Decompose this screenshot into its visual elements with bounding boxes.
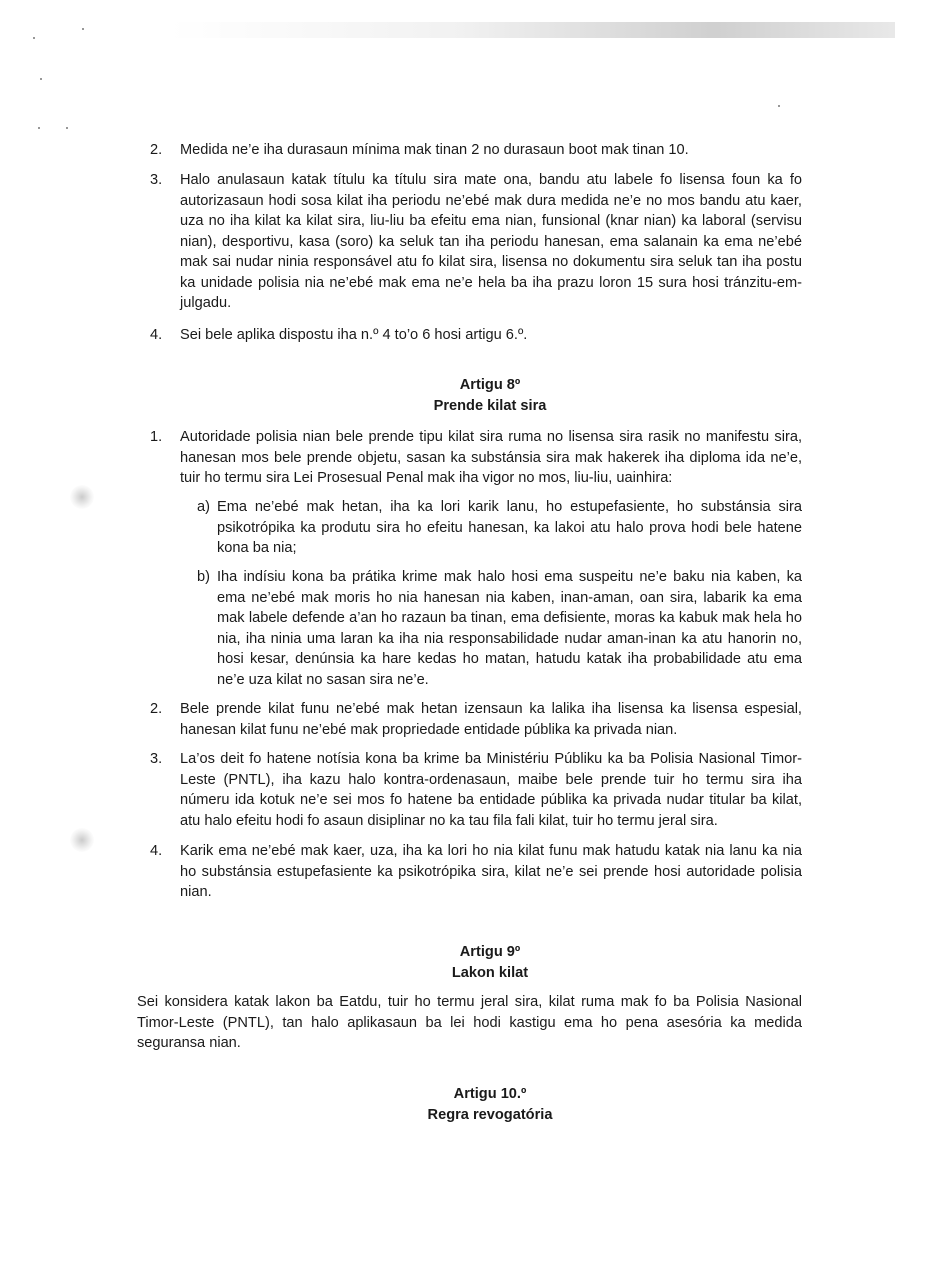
sub-item-text: Iha indísiu kona ba prátika krime mak halo hosi ema suspeitu ne’e baku nia kaben, ka ema ne’ebé mak moris ho nia hanesan nia kaben, inan-aman, oan sira, labarik ka ema mak labele defende a’an ho razaun ba tinan, ema defisiente, moras ka kabuk mak hela ho nia, iha ninia uma laran ka iha nia responsabilidade nudar aman-inan ka atu hanorin no, hosi kesar, denúnsia ka hare kedas ho matan, hatudu katak iha probabilidade atu ema ne’e uza kilat no sasan sira ne’e. <box>217 569 802 688</box>
list-item <box>150 427 802 489</box>
item-text: Medida ne’e iha durasaun mínima mak tinan 2 no durasaun boot mak tinan 10. <box>180 142 689 158</box>
list-item <box>150 841 802 903</box>
article-title: Artigu 9º <box>459 944 521 960</box>
item-text: Halo anulasaun katak títulu ka títulu sira mate ona, bandu atu labele fo lisensa foun ka fo autorizasaun hodi sosa kilat iha periodu ne’ebé mak dura medida ne’e no mos bandu atu kaer, uza no iha kilat ka kilat sira, liu-liu ba efeitu ema nian, funsional (knar nian) ka laboral (servisu nian), desportivu, kasa (soro) ka seluk tan iha periodu hanesan, ema salanain ka ema ne’ebé mak sai nudar ninia responsável atu fo kilat sira, lisensa no dokumentu sira seluk tan iha postu ka unidade polisia nia ne’ebé mak ema ne’e hela ba iha prazu loron 15 sura hosi tránzitu-em-julgadu. <box>180 172 802 311</box>
item-number: 2. <box>150 142 163 158</box>
item-text: Bele prende kilat funu ne’ebé mak hetan izensaun ka lalika iha lisensa ka lisensa espesial, hanesan kilat funu ne’ebé mak propriedade entidade públika ka privada nian. <box>180 701 802 738</box>
item-text: Karik ema ne’ebé mak kaer, uza, iha ka lori ho nia kilat funu mak hatudu katak nia lanu ka nia ho substánsia estupefasiente ka psikotrópika sira, kilat ne’e sei prende hosi autoridade polisia nian. <box>180 843 802 900</box>
article-title: Artigu 8º <box>459 377 521 393</box>
article-subtitle: Prende kilat sira <box>433 398 547 414</box>
scan-speck <box>778 105 780 107</box>
scan-speck <box>66 127 68 129</box>
list-item <box>150 749 802 831</box>
scan-speck <box>82 28 84 30</box>
list-item <box>150 140 802 161</box>
article-title: Artigu 10.º <box>453 1086 527 1102</box>
list-item <box>150 325 802 346</box>
scan-blot <box>70 828 94 852</box>
scan-speck <box>38 127 40 129</box>
scan-artifact-band <box>170 22 895 38</box>
item-text: Sei bele aplika dispostu iha n.º 4 to’o 6 hosi artigu 6.º. <box>180 327 528 343</box>
sub-item <box>197 497 802 559</box>
sub-item-label: b) <box>197 569 210 585</box>
list-item <box>150 699 802 740</box>
scan-speck <box>33 37 35 39</box>
sub-item <box>197 567 802 690</box>
article-subtitle: Regra revogatória <box>427 1107 553 1123</box>
scan-speck <box>40 78 42 80</box>
sub-item-text: Ema ne’ebé mak hetan, iha ka lori karik lanu, ho estupefasiente, ho substánsia sira psikotrópika ka produtu sira ho efeitu hanesan, ka lakoi atu halo prova hodi bele hatene kona ba nia; <box>217 499 802 556</box>
sub-item-label: a) <box>197 499 210 515</box>
item-number: 3. <box>150 172 163 188</box>
item-number: 4. <box>150 843 163 859</box>
item-number: 2. <box>150 701 163 717</box>
item-text: La’os deit fo hatene notísia kona ba krime ba Ministériu Públiku ka ba Polisia Nasional Timor-Leste (PNTL), iha kazu halo kontra-ordenasaun, maibe bele prende tuir ho termu sira iha númeru ida kotuk ne’e sei mos fo hatene ba entidade públika ka privada nudar titular ba kilat, atu halo efeitu hodi fo asaun disiplinar no ka tau fila fali kilat, tuir ho termu jeral sira. <box>180 751 802 829</box>
scan-blot <box>70 485 94 509</box>
list-item <box>150 170 802 314</box>
item-number: 3. <box>150 751 163 767</box>
article-paragraph: Sei konsidera katak lakon ba Eatdu, tuir ho termu jeral sira, kilat ruma mak fo ba Polisia Nasional Timor-Leste (PNTL), tan halo aplikasaun ba lei hodi kastigu ema ho pena asesória ka medida seguransa nian. <box>137 994 802 1051</box>
item-number: 1. <box>150 429 163 445</box>
article-subtitle: Lakon kilat <box>451 965 529 981</box>
item-text: Autoridade polisia nian bele prende tipu kilat sira ruma no lisensa sira rasik no manifestu sira, hanesan mos bele prende objetu, sasan ka substánsia sira mak hakerek iha diploma ida ne’e, tuir ho termu sira Lei Prosesual Penal mak iha vigor no mos, liu-liu, uainhira: <box>180 429 802 486</box>
item-number: 4. <box>150 327 163 343</box>
